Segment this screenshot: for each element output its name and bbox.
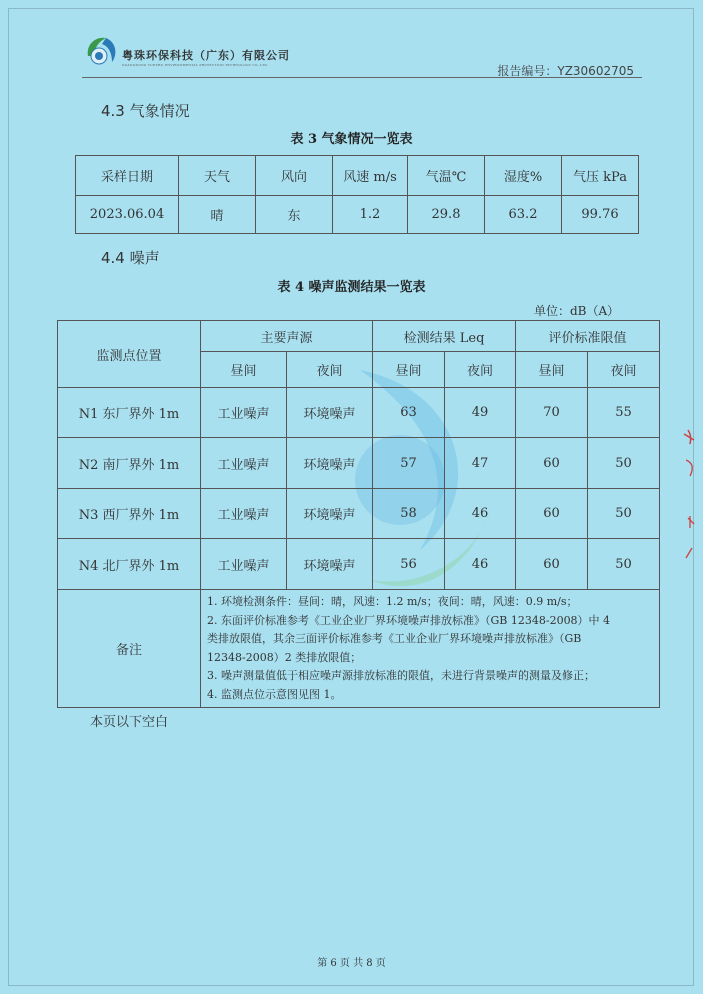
weather-table-row	[76, 196, 639, 234]
blank-page-note: 本页以下空白	[90, 715, 169, 730]
cell-lim-day: 70	[516, 388, 588, 438]
company-name: 粤珠环保科技（广东）有限公司	[122, 49, 290, 62]
table-row	[58, 388, 660, 438]
cell-src-night: 环境噪声	[287, 489, 373, 539]
cell-humidity: 63.2	[485, 196, 562, 234]
section-heading-noise: 4.4 噪声	[101, 249, 160, 267]
cell-src-night: 环境噪声	[287, 539, 373, 590]
header-limit: 评价标准限值	[516, 321, 660, 352]
cell-src-night: 环境噪声	[287, 438, 373, 489]
header-result: 检测结果 Leq	[373, 321, 516, 352]
col-header-pressure: 气压 kPa	[562, 156, 639, 196]
table-caption-noise: 表 4 噪声监测结果一览表	[277, 280, 426, 295]
col-header-wind-dir: 风向	[256, 156, 333, 196]
noise-table	[57, 320, 660, 708]
table-row	[58, 489, 660, 539]
cell-res-day: 63	[373, 388, 445, 438]
col-header-date: 采样日期	[76, 156, 179, 196]
weather-table-header-row	[76, 156, 639, 196]
remark-line: 3. 噪声测量值低于相应噪声源排放标准的限值，未进行背景噪声的测量及修正；	[207, 669, 595, 682]
cell-weather: 晴	[179, 196, 256, 234]
page-footer: 第 6 页 共 8 页	[317, 958, 386, 969]
cell-point: N2 南厂界外 1m	[58, 438, 201, 489]
remark-line: 12348-2008）2 类排放限值；	[207, 650, 362, 664]
cell-res-night: 46	[445, 489, 516, 539]
cell-date: 2023.06.04	[76, 196, 179, 234]
cell-point: N3 西厂界外 1m	[58, 489, 201, 539]
cell-lim-day: 60	[516, 489, 588, 539]
remarks-label: 备注	[58, 590, 201, 708]
col-header-temp: 气温℃	[408, 156, 485, 196]
col-header-weather: 天气	[179, 156, 256, 196]
header-source-day: 昼间	[201, 352, 287, 388]
report-number: 报告编号：YZ30602705	[497, 64, 634, 78]
cell-point: N1 东厂界外 1m	[58, 388, 201, 438]
header-result-day: 昼间	[373, 352, 445, 388]
cell-res-night: 49	[445, 388, 516, 438]
cell-wind-speed: 1.2	[333, 196, 408, 234]
section-heading-weather: 4.3 气象情况	[101, 102, 190, 120]
col-header-wind-speed: 风速 m/s	[333, 156, 408, 196]
header-divider	[82, 77, 642, 78]
table-row	[58, 438, 660, 489]
table-caption-weather: 表 3 气象情况一览表	[290, 132, 413, 147]
cell-lim-night: 50	[588, 489, 660, 539]
weather-table	[75, 155, 639, 234]
cell-lim-day: 60	[516, 539, 588, 590]
cell-src-day: 工业噪声	[201, 438, 287, 489]
seal-stamp-icon	[678, 420, 702, 570]
cell-src-day: 工业噪声	[201, 489, 287, 539]
cell-res-night: 46	[445, 539, 516, 590]
header-result-night: 夜间	[445, 352, 516, 388]
cell-lim-night: 50	[588, 539, 660, 590]
cell-res-day: 56	[373, 539, 445, 590]
remarks-row	[58, 590, 660, 708]
cell-wind-dir: 东	[256, 196, 333, 234]
cell-src-day: 工业噪声	[201, 388, 287, 438]
cell-src-night: 环境噪声	[287, 388, 373, 438]
header-limit-night: 夜间	[588, 352, 660, 388]
col-header-humidity: 湿度%	[485, 156, 562, 196]
table-row	[58, 539, 660, 590]
remark-line: 1. 环境检测条件：昼间：晴，风速：1.2 m/s；夜间：晴，风速：0.9 m/s；	[207, 595, 578, 608]
cell-res-day: 58	[373, 489, 445, 539]
page-header	[70, 28, 640, 78]
cell-pressure: 99.76	[562, 196, 639, 234]
remark-line: 2. 东面评价标准参考《工业企业厂界环境噪声排放标准》（GB 12348-2008）中 4	[207, 613, 611, 627]
cell-temp: 29.8	[408, 196, 485, 234]
cell-lim-day: 60	[516, 438, 588, 489]
cell-point: N4 北厂界外 1m	[58, 539, 201, 590]
header-source: 主要声源	[201, 321, 373, 352]
cell-lim-night: 55	[588, 388, 660, 438]
cell-res-night: 47	[445, 438, 516, 489]
header-source-night: 夜间	[287, 352, 373, 388]
remarks-text	[201, 590, 660, 708]
company-logo-icon	[82, 34, 120, 70]
header-point: 监测点位置	[58, 321, 201, 388]
unit-label: 单位：dB（A）	[534, 304, 620, 318]
header-limit-day: 昼间	[516, 352, 588, 388]
remark-line: 4. 监测点位示意图见图 1。	[207, 687, 342, 701]
company-name-en: GUANGDONG YUEZHU ENVIRONMENTAL PROTECTION TECHNOLOGY CO.,LTD.	[122, 63, 269, 67]
cell-src-day: 工业噪声	[201, 539, 287, 590]
noise-header-row-1	[58, 321, 660, 352]
cell-lim-night: 50	[588, 438, 660, 489]
remark-line: 类排放限值，其余三面评价标准参考《工业企业厂界环境噪声排放标准》（GB	[207, 632, 582, 645]
cell-res-day: 57	[373, 438, 445, 489]
